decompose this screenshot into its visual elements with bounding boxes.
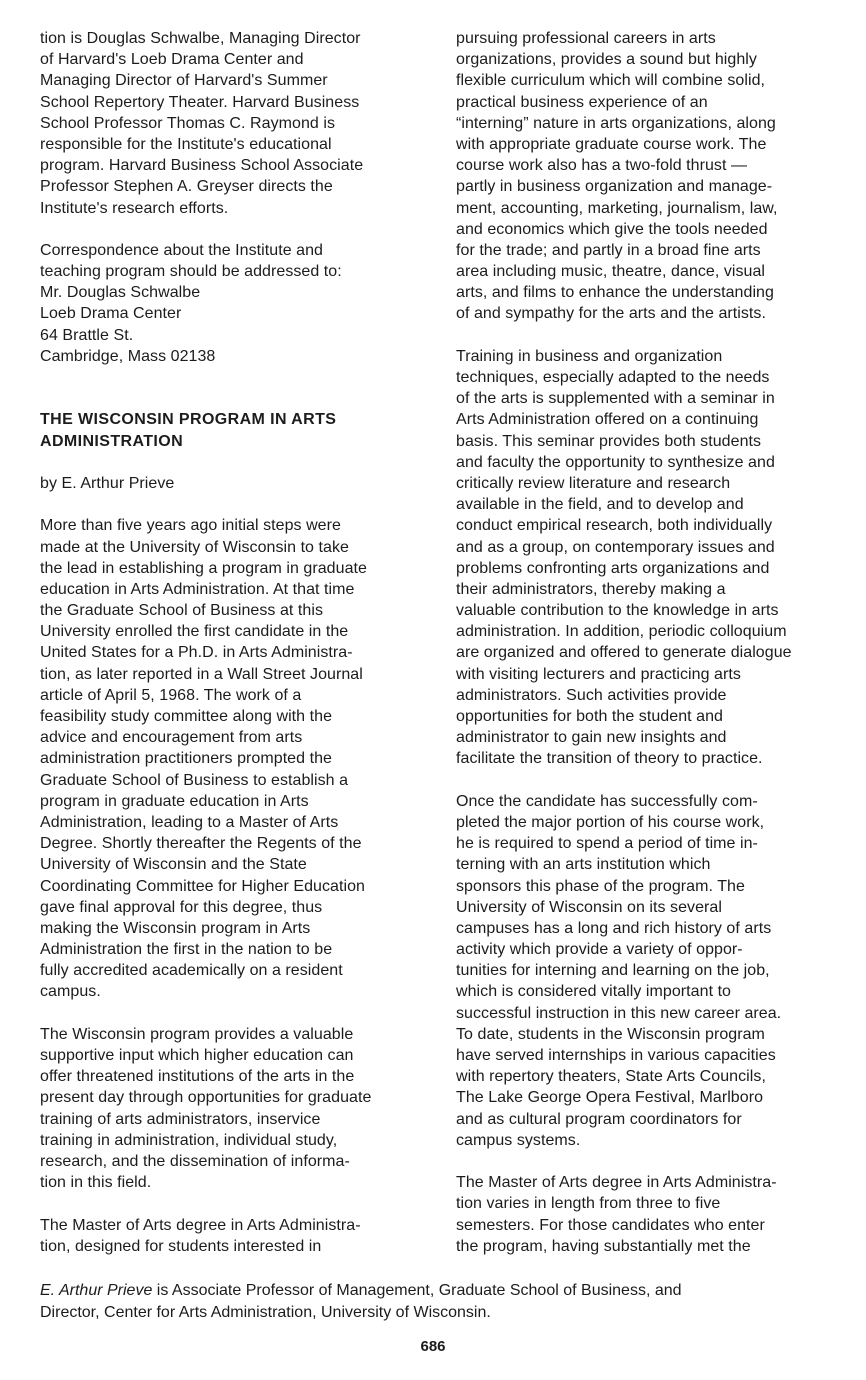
paragraph-gap <box>40 452 435 473</box>
text-line: University enrolled the first candidate in the <box>40 623 349 641</box>
text-line: Arts Administration offered on a continuing <box>456 411 759 429</box>
text-line: the lead in establishing a program in graduate <box>40 559 367 577</box>
text-line: University of Wisconsin and the State <box>40 856 307 874</box>
text-line: conduct empirical research, both individually <box>456 517 773 535</box>
text-line: Loeb Drama Center <box>40 305 182 323</box>
paragraph-degree-start <box>40 1215 435 1257</box>
paragraph-gap <box>456 770 851 791</box>
author-footnote <box>40 1280 840 1323</box>
text-line: tion in this field. <box>40 1174 152 1192</box>
text-line: terning with an arts institution which <box>456 856 711 874</box>
text-line: tion varies in length from three to five <box>456 1195 721 1213</box>
correspondence-address <box>40 240 435 367</box>
text-line: School Professor Thomas C. Raymond is <box>40 114 336 132</box>
text-line: sponsors this phase of the program. The <box>456 877 745 895</box>
text-line: offer threatened institutions of the arts in the <box>40 1068 355 1086</box>
footnote-line-2: Director, Center for Arts Administration, University of Wisconsin. <box>40 1303 491 1321</box>
text-line: Administration the first in the nation to be <box>40 941 333 959</box>
footnote-line-1 <box>40 1280 840 1302</box>
text-line: techniques, especially adapted to the needs <box>456 369 770 386</box>
text-line: advice and encouragement from arts <box>40 729 303 747</box>
text-line: Managing Director of Harvard's Summer <box>40 72 328 90</box>
text-line: partly in business organization and manage- <box>456 178 773 196</box>
text-line: supportive input which higher education can <box>40 1047 354 1064</box>
text-line: with visiting lecturers and practicing arts <box>456 665 741 683</box>
footnote-line-1-text: is Associate Professor of Management, Graduate School of Business, and <box>152 1282 682 1299</box>
text-line: problems confronting arts organizations and <box>456 559 770 577</box>
text-line: pleted the major portion of his course work, <box>456 813 765 831</box>
text-line: the program, having substantially met the <box>456 1237 751 1255</box>
text-line: tion is Douglas Schwalbe, Managing Director <box>40 30 361 47</box>
text-line: present day through opportunities for graduate <box>40 1089 372 1107</box>
text-line: campus systems. <box>456 1131 581 1149</box>
text-line: Mr. Douglas Schwalbe <box>40 284 201 302</box>
text-line: research, and the dissemination of informa- <box>40 1152 350 1170</box>
text-line: program. Harvard Business School Associate <box>40 157 364 175</box>
paragraph-gap <box>40 367 435 388</box>
text-line: valuable contribution to the knowledge in arts <box>456 602 779 620</box>
paragraph-program <box>40 1024 435 1194</box>
text-line: To date, students in the Wisconsin program <box>456 1025 765 1043</box>
text-line: facilitate the transition of theory to practice. <box>456 750 763 768</box>
text-line: semesters. For those candidates who enter <box>456 1216 765 1234</box>
text-line: University of Wisconsin on its several <box>456 898 722 916</box>
text-line: More than five years ago initial steps were <box>40 517 341 535</box>
text-line: of the arts is supplemented with a seminar in <box>456 390 775 408</box>
text-line: The Wisconsin program provides a valuable <box>40 1025 354 1043</box>
text-line: and as cultural program coordinators for <box>456 1110 742 1128</box>
paragraph-gap <box>40 1003 435 1024</box>
article-byline: by E. Arthur Prieve <box>40 474 175 492</box>
text-line: training in administration, individual study, <box>40 1131 338 1149</box>
text-line: pursuing professional careers in arts <box>456 30 716 47</box>
text-line: education in Arts Administration. At that time <box>40 580 355 598</box>
text-line: gave final approval for this degree, thus <box>40 898 323 916</box>
text-line: The Lake George Opera Festival, Marlboro <box>456 1089 764 1107</box>
text-line: Training in business and organization <box>456 347 723 365</box>
text-line: fully accredited academically on a resident <box>40 962 343 980</box>
text-line: and faculty the opportunity to synthesize and <box>456 453 775 471</box>
text-line: School Repertory Theater. Harvard Business <box>40 93 360 111</box>
text-line: administrator to gain new insights and <box>456 729 727 747</box>
text-line: and economics which give the tools needed <box>456 220 768 238</box>
text-line: he is required to spend a period of time in- <box>456 835 758 853</box>
text-line: which is considered vitally important to <box>456 983 732 1001</box>
text-line: campuses has a long and rich history of arts <box>456 919 772 937</box>
text-line: United States for a Ph.D. in Arts Administra- <box>40 644 353 662</box>
text-line: activity which provide a variety of oppor- <box>456 941 743 959</box>
paragraph-history <box>40 515 435 1002</box>
text-line: tion, as later reported in a Wall Street Journal <box>40 665 363 683</box>
text-line: made at the University of Wisconsin to take <box>40 538 349 556</box>
paragraph-interning <box>456 791 851 1151</box>
paragraph-gap <box>40 494 435 515</box>
text-line: The Master of Arts degree in Arts Administra- <box>456 1174 777 1192</box>
text-line: Administration, leading to a Master of Arts <box>40 813 339 831</box>
text-line: and as a group, on contemporary issues and <box>456 538 775 556</box>
paragraph-gap <box>456 1151 851 1172</box>
text-line: “interning” nature in arts organizations, along <box>456 114 776 132</box>
text-line: area including music, theatre, dance, visual <box>456 263 766 281</box>
text-line: are organized and offered to generate dialogue <box>456 644 792 662</box>
text-line: ment, accounting, marketing, journalism, law, <box>456 199 778 217</box>
text-line: THE WISCONSIN PROGRAM IN ARTS <box>40 411 337 429</box>
text-line: of and sympathy for the arts and the artists. <box>456 305 766 323</box>
text-line: campus. <box>40 983 101 1001</box>
text-line: making the Wisconsin program in Arts <box>40 919 311 937</box>
text-line: feasibility study committee along with the <box>40 708 333 725</box>
paragraph-gap <box>40 1193 435 1214</box>
text-line: tunities for interning and learning on the job, <box>456 962 770 980</box>
text-line: program in graduate education in Arts <box>40 792 309 810</box>
text-line: basis. This seminar provides both students <box>456 432 762 450</box>
text-line: Graduate School of Business to establish a <box>40 771 349 789</box>
text-line: organizations, provides a sound but highly <box>456 51 757 69</box>
text-line: the Graduate School of Business at this <box>40 602 324 620</box>
text-line: critically review literature and research <box>456 474 731 492</box>
text-line: ADMINISTRATION <box>40 432 184 450</box>
text-line: course work also has a two-fold thrust — <box>456 157 748 175</box>
text-line: available in the field, and to develop and <box>456 496 744 514</box>
paragraph-gap <box>40 388 435 409</box>
paragraph-gap <box>456 325 851 346</box>
text-line: Correspondence about the Institute and <box>40 241 323 259</box>
paragraph-gap <box>40 219 435 240</box>
text-line: of Harvard's Loeb Drama Center and <box>40 51 304 69</box>
text-line: their administrators, thereby making a <box>456 580 726 598</box>
text-line: successful instruction in this new career area. <box>456 1004 782 1022</box>
intro-paragraph <box>40 28 435 219</box>
text-line: The Master of Arts degree in Arts Administra- <box>40 1216 361 1234</box>
text-line: practical business experience of an <box>456 93 708 111</box>
text-line: flexible curriculum which will combine solid, <box>456 72 766 90</box>
text-line: teaching program should be addressed to: <box>40 263 342 281</box>
right-column <box>456 28 851 1257</box>
footnote-author-name: E. Arthur Prieve <box>40 1282 153 1299</box>
text-line: Institute's research efforts. <box>40 199 229 217</box>
text-line: 64 Brattle St. <box>40 326 134 344</box>
text-line: Professor Stephen A. Greyser directs the <box>40 178 333 196</box>
text-line: administration practitioners prompted the <box>40 750 332 768</box>
text-line: with repertory theaters, State Arts Councils, <box>456 1068 766 1086</box>
text-line: tion, designed for students interested in <box>40 1237 322 1255</box>
text-line: training of arts administrators, inservice <box>40 1110 321 1128</box>
left-column <box>40 28 435 1257</box>
text-line: with appropriate graduate course work. The <box>456 135 767 153</box>
text-line: responsible for the Institute's educational <box>40 135 332 153</box>
text-line: Once the candidate has successfully com- <box>456 792 758 810</box>
text-line: article of April 5, 1968. The work of a <box>40 686 302 704</box>
text-line: arts, and films to enhance the understanding <box>456 284 774 302</box>
paragraph-length <box>456 1172 851 1257</box>
text-line: Coordinating Committee for Higher Education <box>40 877 365 895</box>
text-line: Cambridge, Mass 02138 <box>40 347 216 365</box>
article-heading <box>40 409 435 451</box>
text-line: opportunities for both the student and <box>456 708 723 725</box>
page-number: 686 <box>420 1338 446 1355</box>
text-line: Degree. Shortly thereafter the Regents of the <box>40 835 362 853</box>
text-line: for the trade; and partly in a broad fine arts <box>456 241 761 259</box>
text-line: administrators. Such activities provide <box>456 686 727 704</box>
text-line: have served internships in various capacities <box>456 1047 776 1064</box>
paragraph-degree-continued <box>456 28 851 325</box>
paragraph-training <box>456 346 851 770</box>
text-line: administration. In addition, periodic colloquium <box>456 623 787 641</box>
